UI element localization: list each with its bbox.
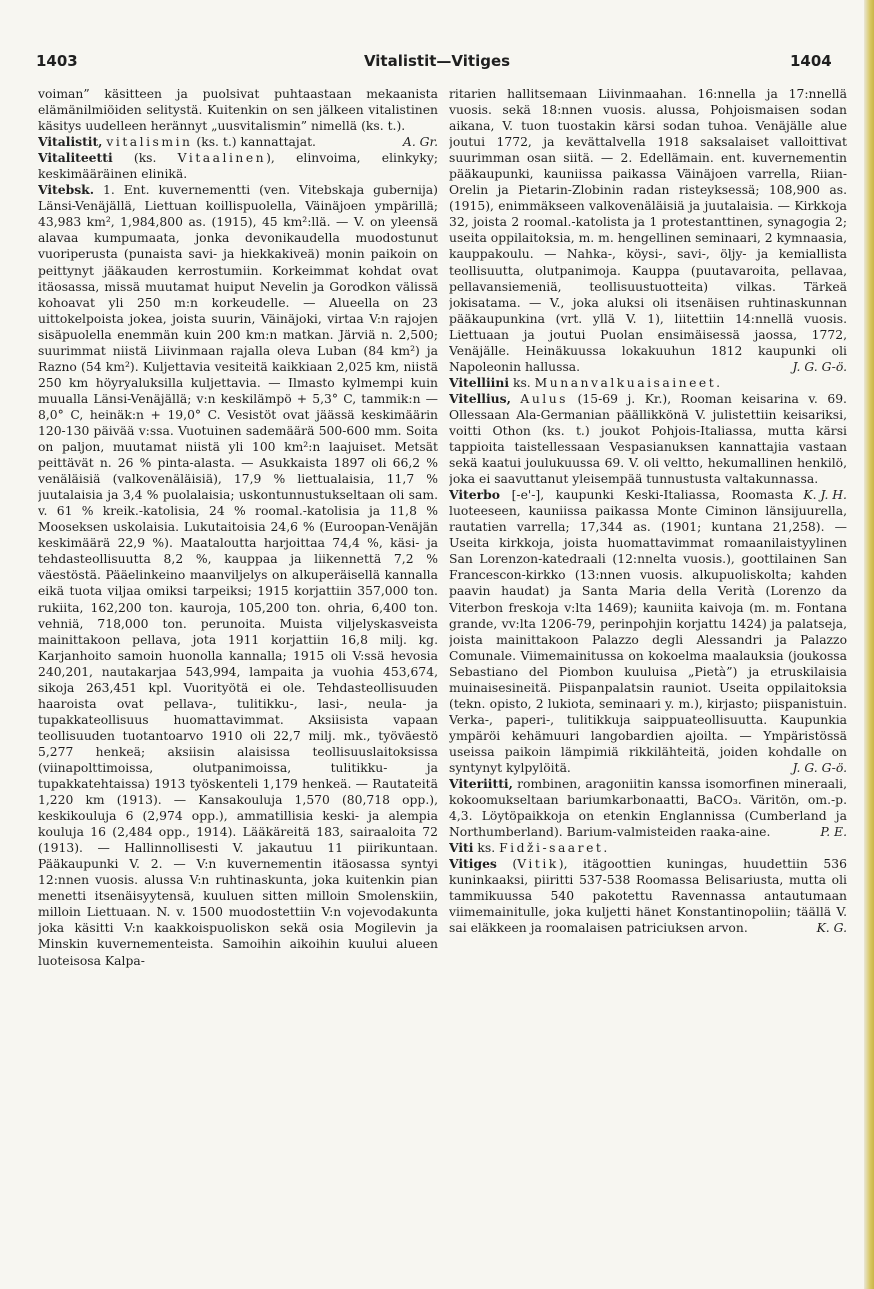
entry-vitiges: Vitiges (Vitik), itägoottien kuningas, huudettiin 536 kuninkaaksi, piiritti 537-538 Roomassa Belisariusta, mutta oli tammikuussa 540 pakotettu Ravennassa antautumaan viimemainitulle, joka kuljetti hänet Konstantinopoliin; täällä V. sai eläkkeen ja roomalaisen patriciuksen arvon. K. G.: [449, 856, 847, 936]
headword: Viteriitti,: [449, 776, 513, 792]
running-title: Vitalistit—Vitiges: [363, 52, 511, 70]
entry-viterbo: Viterbo [-e'-], kaupunki Keski-Italiassa, Roomasta luoteeseen, kauniissa paikassa Monte Ciminon länsijuurella, rautatien varrella; 17,344 as. (1901; kuntana 21,258). — Useita kirkkoja, joista huomattavimmat romaanilaistyylinen San Lorenzon-katedraali (12:nnelta vuosis.), goottilainen San Francescon-kirkko (13:nnen vuosis. alkupuoliskolta; kahden paavin haudat) ja Santa Maria della Verità (Lorenzo da Viterbon freskoja v:lta 1469); kauniita kaivoja (m. m. Fontana grande, vv:lta 1206-79, perinpohjin korjattu 1424) ja palatseja, joista mainittakoon Palazzo degli Alessandri ja Palazzo Comunale. Viimemainitussa on kokoelma maalauksia (joukossa Sebastiano del Piombon kuuluisa „Pietà”) ja etruskilaisia muinaisesineitä. Piispanpalatsin rauniot. Useita oppilaitoksia (tekn. opisto, 2 lukiota, seminaari y. m.), kirjasto; piispanistuin. Verka-, paperi-, tulitikkuja saippuateollisuutta. Kaupunkia ympäröi kehämuuri langobardien ajoilta. — Ympäristössä useissa paikoin lämpimiä rikkilähteitä, joiden kohdalle on syntynyt kylpylöitä. J. G. G-ö.: [449, 487, 847, 775]
headword: Vitaliteetti: [38, 150, 113, 166]
entry-viteriitti: Viteriitti, rombinen, aragoniitin kanssa isomorfinen mineraali, kokoomukseltaan bariumkarbonaatti, BaCO₃. Väritön, om.-p. 4,3. Löytöpaikkoja on etenkin Englannissa (Cumberland ja Northumberland). Barium-valmisteiden raaka-aine. P. E.: [449, 776, 847, 840]
entry-vitaliteetti: Vitaliteetti (ks. Vitaalinen), elinvoima, elinkyky; keskimääräinen elinikä.: [38, 150, 438, 182]
left-column: [38, 86, 438, 1281]
headword: Vitellius,: [449, 390, 511, 406]
headword: Vitiges: [449, 856, 497, 872]
author-signature: K. J. H.: [803, 488, 847, 503]
headword: Vitalistit,: [38, 134, 103, 150]
entry-vitalismi-end: voiman” käsitteen ja puolsivat puhtaastaan mekaanista elämänilmiöiden selitystä. Kuitenkin on sen jälkeen vitalistinen käsitys uudelleen herännyt „uusvitalismin” nimellä (ks. t.). A. Gr.: [38, 87, 438, 150]
entry-vitellius: Vitellius, Aulus (15-69 j. Kr.), Rooman keisarina v. 69. Ollessaan Ala-Germanian päällikkönä V. julistettiin keisariksi, voitti Othon (ks. t.) joukot Pohjois-Italiassa, mutta kärsi tappioita taistellessaan Vespasianuksen kannattajia vastaan sekä kaatui joulukuussa 69. V. oli veltto, hekumallinen henkilö, joka ei saavuttanut yleisempää tunnustusta valtakunnassa. K. J. H.: [449, 390, 847, 503]
author-signature: J. G. G-ö.: [792, 760, 847, 775]
page-number-right: 1404: [790, 52, 832, 70]
entry-vitebsk-cont: ritarien hallitsemaan Liivinmaahan. 16:nnella ja 17:nnellä vuosis. sekä 18:nnen vuosis. alussa, Pohjoismaisen sodan aikana, V. tuon tuostakin kärsi sodan tuhoa. Venäjälle alue joutui 1772, ja kevättalvella 1918 saksalaiset valloittivat suurimman osan siitä. — 2. Edellämain. ent. kuvernementin pääkaupunki, kauniissa paikassa Väinäjoen varrella, Riian-Orelin ja Pietarin-Zlobinin radan risteyksessä; 108,900 as. (1915), enimmäkseen valkovenäläisiä ja juutalaisia. — Kirkkoja 32, joista 2 roomal.-katolista ja 1 protestanttinen, synagogia 2; useita oppilaitoksia, m. m. hengellinen seminaari, 2 kymnaasia, kauppakoulu. — Nahka-, köysi-, savi-, öljy- ja kemiallista teollisuutta, olutpanimoja. Kauppa (puutavaroita, pellavaa, pellavansiemeniä, teollisuustuotteita) vilkas. Tärkeä jokisatama. — V., joka aluksi oli itsenäisen ruhtinaskunnan pääkaupunkina (vrt. yllä V. 1), liitettiin 14:nnellä vuosis. Liettuaan ja joutui Puolan ensimäisessä jaossa, 1772, Venäjälle. Heinäkuussa lokakuuhun 1812 kaupunki oli Napoleonin hallussa. J. G. G-ö.: [449, 87, 847, 374]
right-column: [449, 86, 847, 1281]
entry-viti: Viti ks. Fidži-saaret.: [449, 840, 610, 856]
entry-vitebsk: Vitebsk. 1. Ent. kuvernementti (ven. Vitebskaja gubernija) Länsi-Venäjällä, Liettuan koillispuolella, Väinäjoen ympärillä; 43,983 km², 1,984,800 as. (1915), 45 km²:llä. — V. on yleensä alavaa kumpumaata, jonka devonikaudella muodostunut vuoriperusta (punaista savi- ja hiekkakiveä) monin paikoin on peittynyt jääkauden kerrostumiin. Korkeimmat kohdat ovat itäosassa, missä muutamat huiput Nevelin ja Gorodkon välissä kohoavat yli 250 m:n korkeudelle. — Alueella on 23 uittokelpoista jokea, joista suurin, Väinäjoki, virtaa V:n rajojen sisäpuolella enemmän kuin 200 km:n matkan. Järviä n. 2,500; suurimmat niistä Liivinmaan rajalla oleva Luban (84 km²) ja Razno (54 km²). Kuljettavia vesiteitä kaikkiaan 2,025 km, niistä 250 km höyryaluksilla kuljettavia. — Ilmasto kylmempi kuin muualla Länsi-Venäjällä; v:n keskilämpö + 5,3° C, tammik:n — 8,0° C, heinäk:n + 19,0° C. Vesistöt ovat jäässä keskimäärin 120-130 päivää v:ssa. Vuotuinen sademäärä 500-600 mm. Soita on paljon, muutamat niistä yli 100 km²:n laajuiset. Metsät peittävät n. 26 % pinta-alasta. — Asukkaista 1897 oli 66,2 % venäläisiä (valkovenäläisiä), 17,9 % liettualaisia, 11,7 % juutalaisia ja 3,4 % puolalaisia; uskontunnustukseltaan oli sam. v. 61 % kreik.-katolisia, 24 % roomal.-katolisia ja 11,8 % Mooseksen uskolaisia. Lukutaitoisia 24,6 % (Euroopan-Venäjän keskimäärä 22,9 %). Maataloutta harjoittaa 74,4 %, käsi- ja tehdasteollisuutta 8,2 %, kauppaa ja liikennettä 7,2 % väestöstä. Pääelinkeino maanviljelys on alkuperäisellä kannalla eikä tuota viljaa omiksi tarpeiksi; 1915 korjattiin 357,000 ton. rukiita, 162,200 ton. kauroja, 105,200 ton. ohria, 6,400 ton. vehniä, 718,000 ton. perunoita. Muista viljelyskasveista mainittakoon pellava, jota 1911 korjattiin 16,8 milj. kg. Karjanhoito samoin huonolla kannalla; 1915 oli V:ssä hevosia 240,201, nautakarjaa 543,994, lampaita ja vuohia 453,674, sikoja 263,451 kpl. Vuorityötä ei ole. Tehdasteollisuuden haaroista ovat pellava-, tulitikku-, lasi-, neula- ja tupakkateollisuus huomattavimmat. Aksiisista vapaan teollisuuden tuotantoarvo 1910 oli 22,7 milj. mk., työväestö 5,277 henkeä; aksiisin alaisissa teollisuuslaitoksissa (viinapolttimoissa, olutpanimoissa, tulitikku- ja tupakkatehtaissa) 1913 työskenteli 1,179 henkeä. — Rautateitä 1,220 km (1913). — Kansakouluja 1,570 (80,718 opp.), keskikouluja 6 (2,974 opp.), ammatillisia keski- ja alempia kouluja 16 (2,484 opp., 1914). Lääkäreitä 183, sairaaloita 72 (1913). — Hallinnollisesti V. jakautuu 11 piirikuntaan. Pääkaupunki V. 2. — V:n kuvernementin itäosassa syntyi 12:nnen vuosis. alussa V:n ruhtinaskunta, joka kuitenkin pian menetti itsenäisyytensä, kuuluen sitten milloin Smolenskiin, milloin Liettuaan. N. v. 1500 muodostettiin V:n vojevodakunta joka käsitti V:n kaakkoispuoliskon sekä osia Mogilevin ja Minskin kuvernementeista. Samoihin aikoihin kuului alueen luoteisosa Kalpa-: [38, 182, 438, 968]
page-header: [0, 52, 874, 76]
author-signature: A. Gr.: [402, 135, 438, 150]
headword: Viterbo: [449, 487, 500, 503]
author-signature: K. G.: [816, 921, 847, 936]
page-number-left: 1403: [36, 52, 78, 70]
headword: Viti: [449, 840, 474, 856]
entry-vitalistit: Vitalistit, vitalismin (ks. t.) kannattajat.: [38, 134, 316, 150]
entry-vitelliini: Vitelliini ks. Munanvalkuaisaineet.: [449, 374, 723, 390]
author-signature: P. E.: [820, 825, 847, 840]
author-signature: J. G. G-ö.: [792, 359, 847, 374]
headword: Vitelliini: [449, 374, 510, 390]
page-edge: [864, 0, 874, 1289]
headword: Vitebsk.: [38, 182, 95, 198]
